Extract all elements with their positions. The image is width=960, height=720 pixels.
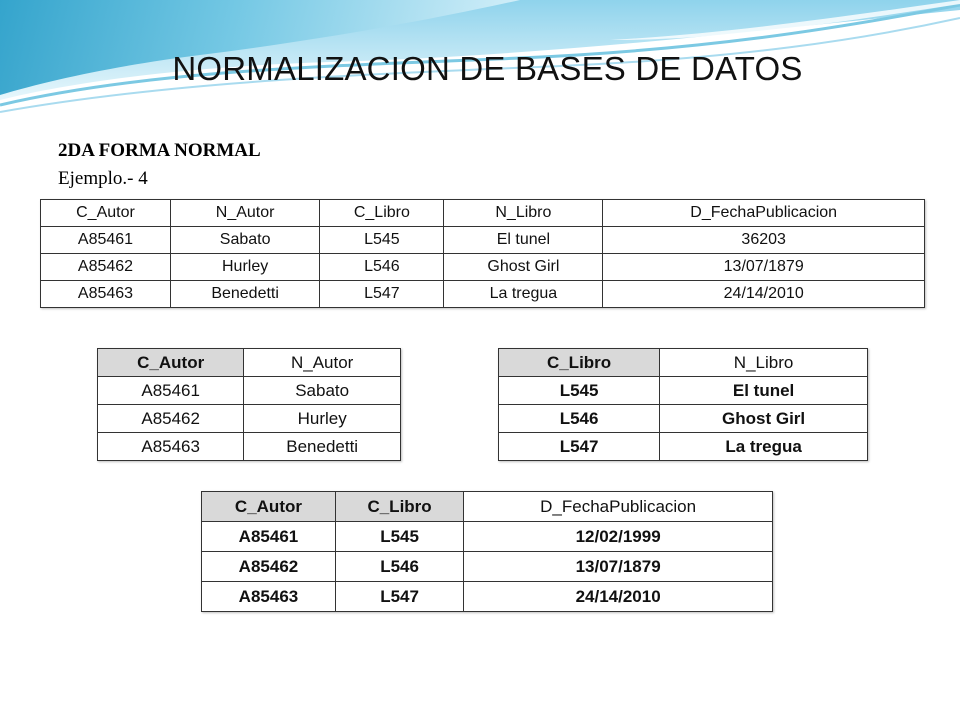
table-cell: L546 [320, 254, 444, 281]
table-cell: Benedetti [244, 433, 401, 461]
slide-title: NORMALIZACION DE BASES DE DATOS [172, 50, 803, 87]
column-header: D_FechaPublicacion [464, 492, 773, 522]
table-cell: La tregua [660, 433, 868, 461]
column-header: C_Libro [335, 492, 463, 522]
publicacion-table [201, 491, 773, 612]
table-cell: L545 [499, 377, 660, 405]
table-cell: L546 [499, 405, 660, 433]
table-header-row [202, 492, 773, 522]
table-cell: A85463 [41, 281, 171, 308]
table-cell: 13/07/1879 [464, 552, 773, 582]
table-cell: L547 [320, 281, 444, 308]
table-row [98, 405, 401, 433]
table-row [499, 405, 868, 433]
table-cell: La tregua [444, 281, 603, 308]
libro-table [498, 348, 868, 461]
table-cell: A85461 [202, 522, 336, 552]
table-cell: L547 [335, 582, 463, 612]
table-cell: A85462 [98, 405, 244, 433]
table-header-row [499, 349, 868, 377]
table-cell: El tunel [444, 227, 603, 254]
table-cell: Hurley [244, 405, 401, 433]
column-header: C_Autor [41, 200, 171, 227]
column-header: C_Autor [202, 492, 336, 522]
column-header: N_Autor [170, 200, 319, 227]
table-cell: El tunel [660, 377, 868, 405]
table-cell: Sabato [170, 227, 319, 254]
column-header: N_Libro [660, 349, 868, 377]
table-cell: L547 [499, 433, 660, 461]
column-header: C_Autor [98, 349, 244, 377]
column-header: N_Libro [444, 200, 603, 227]
table-row [499, 433, 868, 461]
table-cell: L545 [335, 522, 463, 552]
column-header: C_Libro [499, 349, 660, 377]
table-cell: Sabato [244, 377, 401, 405]
table-cell: L546 [335, 552, 463, 582]
table-cell: Hurley [170, 254, 319, 281]
table-header-row [98, 349, 401, 377]
table-cell: Ghost Girl [444, 254, 603, 281]
column-header: C_Libro [320, 200, 444, 227]
table-cell: A85462 [202, 552, 336, 582]
example-label: Ejemplo.- 4 [58, 168, 148, 189]
table-row [202, 522, 773, 552]
autor-table [97, 348, 401, 461]
full-table [40, 199, 925, 308]
table-row [41, 281, 925, 308]
table-row [202, 582, 773, 612]
table-row [98, 377, 401, 405]
table-cell: A85463 [202, 582, 336, 612]
table-row [41, 227, 925, 254]
table-cell: A85462 [41, 254, 171, 281]
table-cell: L545 [320, 227, 444, 254]
table-row [202, 552, 773, 582]
table-row [41, 254, 925, 281]
table-cell: A85463 [98, 433, 244, 461]
table-cell: Ghost Girl [660, 405, 868, 433]
section-heading: 2DA FORMA NORMAL [58, 140, 261, 161]
table-header-row [41, 200, 925, 227]
table-row [98, 433, 401, 461]
table-cell: A85461 [41, 227, 171, 254]
column-header: N_Autor [244, 349, 401, 377]
table-cell: 24/14/2010 [603, 281, 925, 308]
table-row [499, 377, 868, 405]
table-cell: A85461 [98, 377, 244, 405]
table-cell: Benedetti [170, 281, 319, 308]
table-cell: 24/14/2010 [464, 582, 773, 612]
table-cell: 36203 [603, 227, 925, 254]
table-cell: 12/02/1999 [464, 522, 773, 552]
table-cell: 13/07/1879 [603, 254, 925, 281]
column-header: D_FechaPublicacion [603, 200, 925, 227]
